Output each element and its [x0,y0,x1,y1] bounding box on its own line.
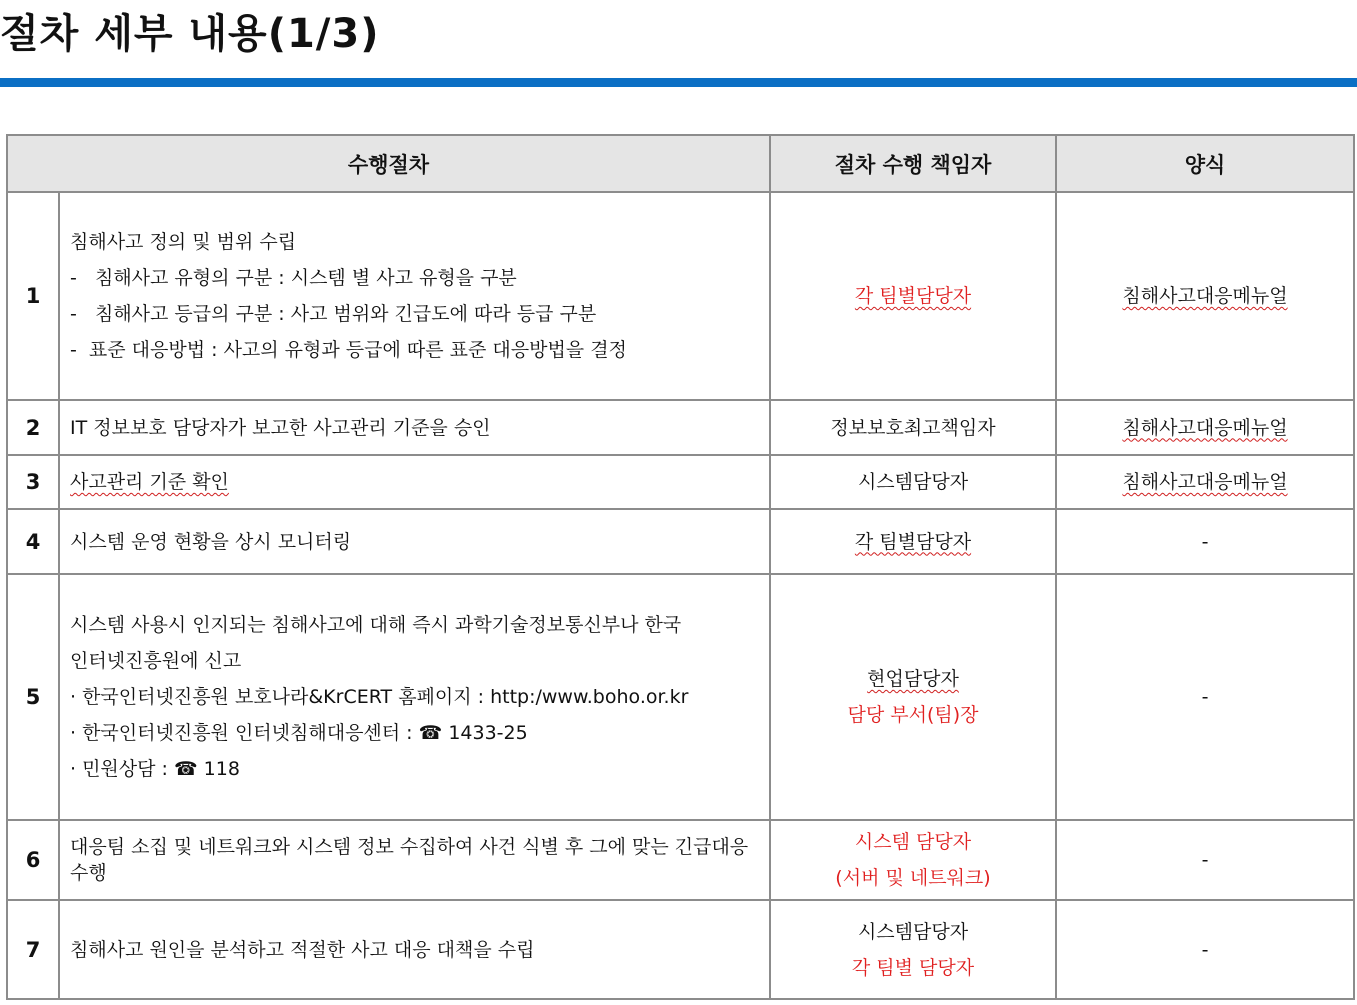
owner-line: 시스템 담당자 [854,831,972,853]
row-form: - [1056,509,1354,574]
row-description [59,820,770,900]
desc-line: - 침해사고 등급의 구분 : 사고 범위와 긴급도에 따라 등급 구분 [70,303,597,325]
row-number: 7 [7,900,59,999]
table-row [7,900,1354,999]
owner-text: 각 팀별담당자 [854,285,972,307]
desc-line: 인터넷진흥원에 신고 [70,650,242,672]
row-owner [770,192,1056,400]
row-form [1056,192,1354,400]
row-description [59,574,770,820]
row-owner [770,574,1056,820]
table-row [7,455,1354,509]
row-number: 3 [7,455,59,509]
row-number: 2 [7,400,59,455]
table-row [7,509,1354,574]
desc-text: 사고관리 기준 확인 [70,471,229,493]
desc-line: - 표준 대응방법 : 사고의 유형과 등급에 따른 표준 대응방법을 결정 [70,339,627,361]
row-number: 6 [7,820,59,900]
header-procedure: 수행절차 [7,135,770,192]
owner-line: 시스템담당자 [857,920,969,943]
desc-line: · 한국인터넷진흥원 인터넷침해대응센터 : ☎ 1433-25 [70,722,528,744]
title-divider [0,78,1357,87]
row-description [59,455,770,509]
row-number: 4 [7,509,59,574]
row-description: IT 정보보호 담당자가 보고한 사고관리 기준을 승인 [59,400,770,455]
header-owner: 절차 수행 책임자 [770,135,1056,192]
desc-line: · 한국인터넷진흥원 보호나라&KrCERT 홈페이지 : http:/www.boho.or.kr [70,686,689,708]
table-row [7,400,1354,455]
row-owner [770,509,1056,574]
row-owner: 시스템담당자 [770,455,1056,509]
table-row [7,574,1354,820]
row-form: - [1056,820,1354,900]
form-text: 침해사고대응메뉴얼 [1122,285,1288,307]
owner-line: 현업담당자 [867,668,959,690]
owner-line: 담당 부서(팀)장 [847,704,979,726]
table-header-row [7,135,1354,192]
row-owner: 정보보호최고책임자 [770,400,1056,455]
row-form: - [1056,574,1354,820]
row-form [1056,400,1354,455]
row-description [59,192,770,400]
table-row [7,192,1354,400]
page-title: 절차 세부 내용(1/3) [0,11,380,57]
form-text: 침해사고대응메뉴얼 [1122,471,1288,493]
row-form [1056,455,1354,509]
desc-line: 침해사고 정의 및 범위 수립 [70,231,297,253]
owner-line: (서버 및 네트워크) [835,867,991,889]
desc-line: · 민원상담 : ☎ 118 [70,758,240,780]
row-description: 침해사고 원인을 분석하고 적절한 사고 대응 대책을 수립 [59,900,770,999]
owner-line: 각 팀별 담당자 [851,956,975,979]
header-form: 양식 [1056,135,1354,192]
form-text: 침해사고대응메뉴얼 [1122,416,1288,439]
row-number: 5 [7,574,59,820]
row-owner [770,900,1056,999]
procedure-table [6,134,1355,1000]
row-form: - [1056,900,1354,999]
desc-line: 시스템 사용시 인지되는 침해사고에 대해 즉시 과학기술정보통신부나 한국 [70,614,682,636]
row-number: 1 [7,192,59,400]
table-row [7,820,1354,900]
owner-text: 각 팀별담당자 [854,530,972,553]
desc-line: - 침해사고 유형의 구분 : 시스템 별 사고 유형을 구분 [70,267,517,289]
row-description: 시스템 운영 현황을 상시 모니터링 [59,509,770,574]
desc-text: 대응팀 소집 및 네트워크와 시스템 정보 수집하여 사건 식별 후 그에 맞는 긴급대응 수행 [70,836,749,884]
row-owner [770,820,1056,900]
